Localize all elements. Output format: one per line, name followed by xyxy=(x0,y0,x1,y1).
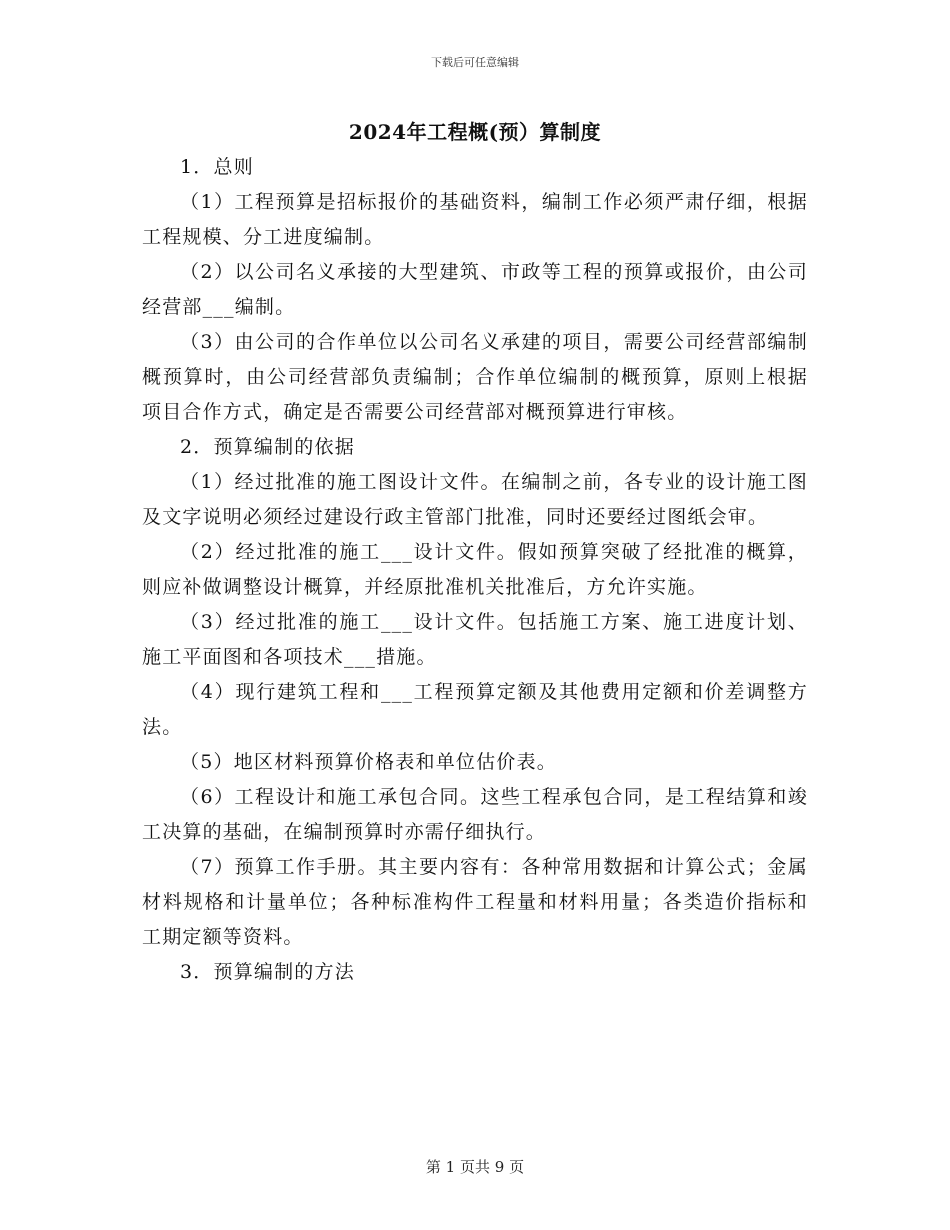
header-note: 下载后可任意编辑 xyxy=(431,56,519,69)
paragraph: （2）经过批准的施工___设计文件。假如预算突破了经批准的概算，则应补做调整设计概算，并经原批准机关批准后，方允许实施。 xyxy=(142,541,808,598)
document-body xyxy=(142,150,808,990)
document-title: 2024年工程概(预）算制度 xyxy=(348,120,602,144)
paragraph: （3）由公司的合作单位以公司名义承建的项目，需要公司经营部编制概预算时，由公司经营部负责编制；合作单位编制的概预算，原则上根据项目合作方式，确定是否需要公司经营部对概预算进行审核。 xyxy=(142,331,808,423)
paragraph: （5）地区材料预算价格表和单位估价表。 xyxy=(180,751,557,773)
section-heading: 3．预算编制的方法 xyxy=(180,961,355,983)
section-heading: 1．总则 xyxy=(180,156,254,178)
paragraph: （3）经过批准的施工___设计文件。包括施工方案、施工进度计划、施工平面图和各项技术___措施。 xyxy=(142,611,808,668)
page-number: 第 1 页共 9 页 xyxy=(425,1158,525,1176)
paragraph: （6）工程设计和施工承包合同。这些工程承包合同，是工程结算和竣工决算的基础，在编制预算时亦需仔细执行。 xyxy=(142,786,808,843)
paragraph: （1）经过批准的施工图设计文件。在编制之前，各专业的设计施工图及文字说明必须经过建设行政主管部门批准，同时还要经过图纸会审。 xyxy=(142,471,808,528)
paragraph: （1）工程预算是招标报价的基础资料，编制工作必须严肃仔细，根据工程规模、分工进度编制。 xyxy=(142,191,808,248)
section-heading: 2．预算编制的依据 xyxy=(180,436,355,458)
paragraph: （7）预算工作手册。其主要内容有：各种常用数据和计算公式；金属材料规格和计量单位；各种标准构件工程量和材料用量；各类造价指标和工期定额等资料。 xyxy=(142,856,808,948)
paragraph: （4）现行建筑工程和___工程预算定额及其他费用定额和价差调整方法。 xyxy=(142,681,808,738)
paragraph: （2）以公司名义承接的大型建筑、市政等工程的预算或报价，由公司经营部___编制。 xyxy=(142,261,808,318)
